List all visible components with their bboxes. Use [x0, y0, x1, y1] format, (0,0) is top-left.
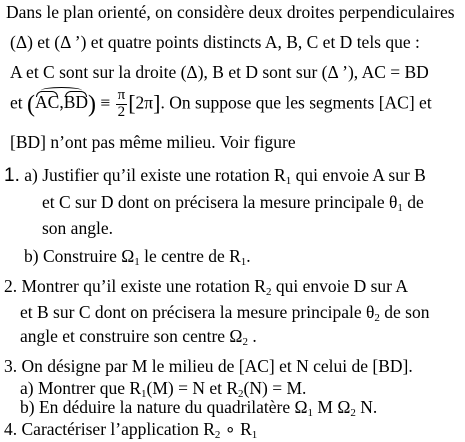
intro-line-4	[10, 88, 432, 121]
q1-a-end: qui envoie A sur B	[291, 165, 426, 185]
q3-a-sub2: 2	[238, 388, 244, 400]
q1-a2-sub: 1	[397, 202, 403, 214]
q2-l3-end: .	[247, 326, 257, 346]
q3-b-text: b) En déduire la nature du quadrilatère Ω	[20, 397, 308, 417]
q3-b-sub1: 1	[307, 407, 314, 419]
q4-sub1: 2	[214, 429, 221, 441]
q4-text: 4. Caractériser l’application R	[4, 419, 215, 439]
q2-end: qui envoie D sur A	[271, 276, 409, 296]
q2-line-1	[4, 278, 408, 298]
q1-b-end: .	[246, 246, 251, 266]
q2-l2-sub: 2	[374, 312, 380, 324]
q2-sub: 2	[265, 286, 272, 298]
q2-l3-text: angle et construire son centre Ω	[20, 326, 243, 346]
q1-a-line-3: son angle.	[42, 218, 113, 238]
q3-a-text: a) Montrer que R	[20, 378, 142, 398]
q2-line-3	[20, 328, 257, 348]
q2-l3-sub: 2	[242, 336, 248, 348]
q1-a-sub: 1	[285, 175, 292, 187]
intro-et: et	[10, 92, 23, 113]
q2-l2-text: et B sur C dont on précisera la mesure principale θ	[20, 302, 375, 322]
q1-b-sub2: 1	[240, 256, 247, 268]
q3-a-mid: (M) = N et R	[146, 378, 239, 398]
vector-ac: AC	[35, 92, 60, 113]
mod-value: 2π	[135, 92, 154, 113]
q4-sub2: 1	[251, 429, 258, 441]
q2-text: 2. Montrer qu’il existe une rotation R	[4, 276, 266, 296]
q1-b-line	[24, 248, 251, 268]
q4-line-1	[4, 421, 257, 441]
q3-a-end: (N) = M.	[243, 378, 307, 398]
intro-line-3: A et C sont sur la droite (Δ), B et D sont sur (Δ ’), AC = BD	[10, 62, 429, 82]
q4-r: R	[240, 419, 252, 439]
oriented-angle	[35, 94, 88, 112]
intro-line-4-end: . On suppose que les segments [AC] et	[160, 92, 432, 113]
q2-line-2	[20, 304, 429, 324]
q1-b-sub: 1	[134, 256, 140, 268]
q1-number: 1.	[4, 165, 20, 186]
angle-close-paren: )	[88, 91, 97, 118]
frac-numerator: π	[117, 87, 126, 103]
intro-line-1: Dans le plan orienté, on considère deux droites perpendiculaires	[6, 2, 455, 22]
q3-b-mid: M Ω	[313, 397, 351, 417]
angle-open-paren: (	[27, 91, 36, 118]
q2-l2-end: de son	[379, 302, 430, 322]
intro-line-5: [BD] n’ont pas même milieu. Voir figure	[10, 132, 296, 152]
congruent-sign: ≡	[100, 92, 111, 113]
q1-a-line-1	[4, 166, 426, 187]
q4-compose-op: ∘	[220, 419, 241, 439]
q3-b-sub2: 2	[350, 407, 356, 419]
q3-b-end: N.	[355, 397, 378, 417]
q1-a-line-2	[42, 194, 424, 214]
q1-b-mid: le centre de R	[139, 246, 241, 266]
q1-a2-text: et C sur D dont on précisera la mesure principale θ	[42, 192, 398, 212]
pi-over-2-fraction	[116, 88, 128, 121]
angle-comma: ,	[59, 92, 64, 113]
q3-a-sub1: 1	[141, 388, 147, 400]
q3-line-3	[20, 399, 377, 419]
frac-denominator: 2	[117, 103, 126, 120]
mod-close-bracket: ]	[153, 90, 161, 116]
q1-a2-end: de	[402, 192, 424, 212]
q1-b-text: b) Construire Ω	[24, 246, 135, 266]
vector-bd: BD	[63, 92, 89, 113]
intro-line-2: (Δ) et (Δ ’) et quatre points distincts A, B, C et D tels que :	[10, 32, 420, 52]
mod-open-bracket: [	[128, 90, 136, 116]
q3-line-1: 3. On désigne par M le milieu de [AC] et N celui de [BD].	[4, 356, 413, 376]
q1-a-text: a) Justifier qu’il existe une rotation R	[19, 165, 286, 185]
